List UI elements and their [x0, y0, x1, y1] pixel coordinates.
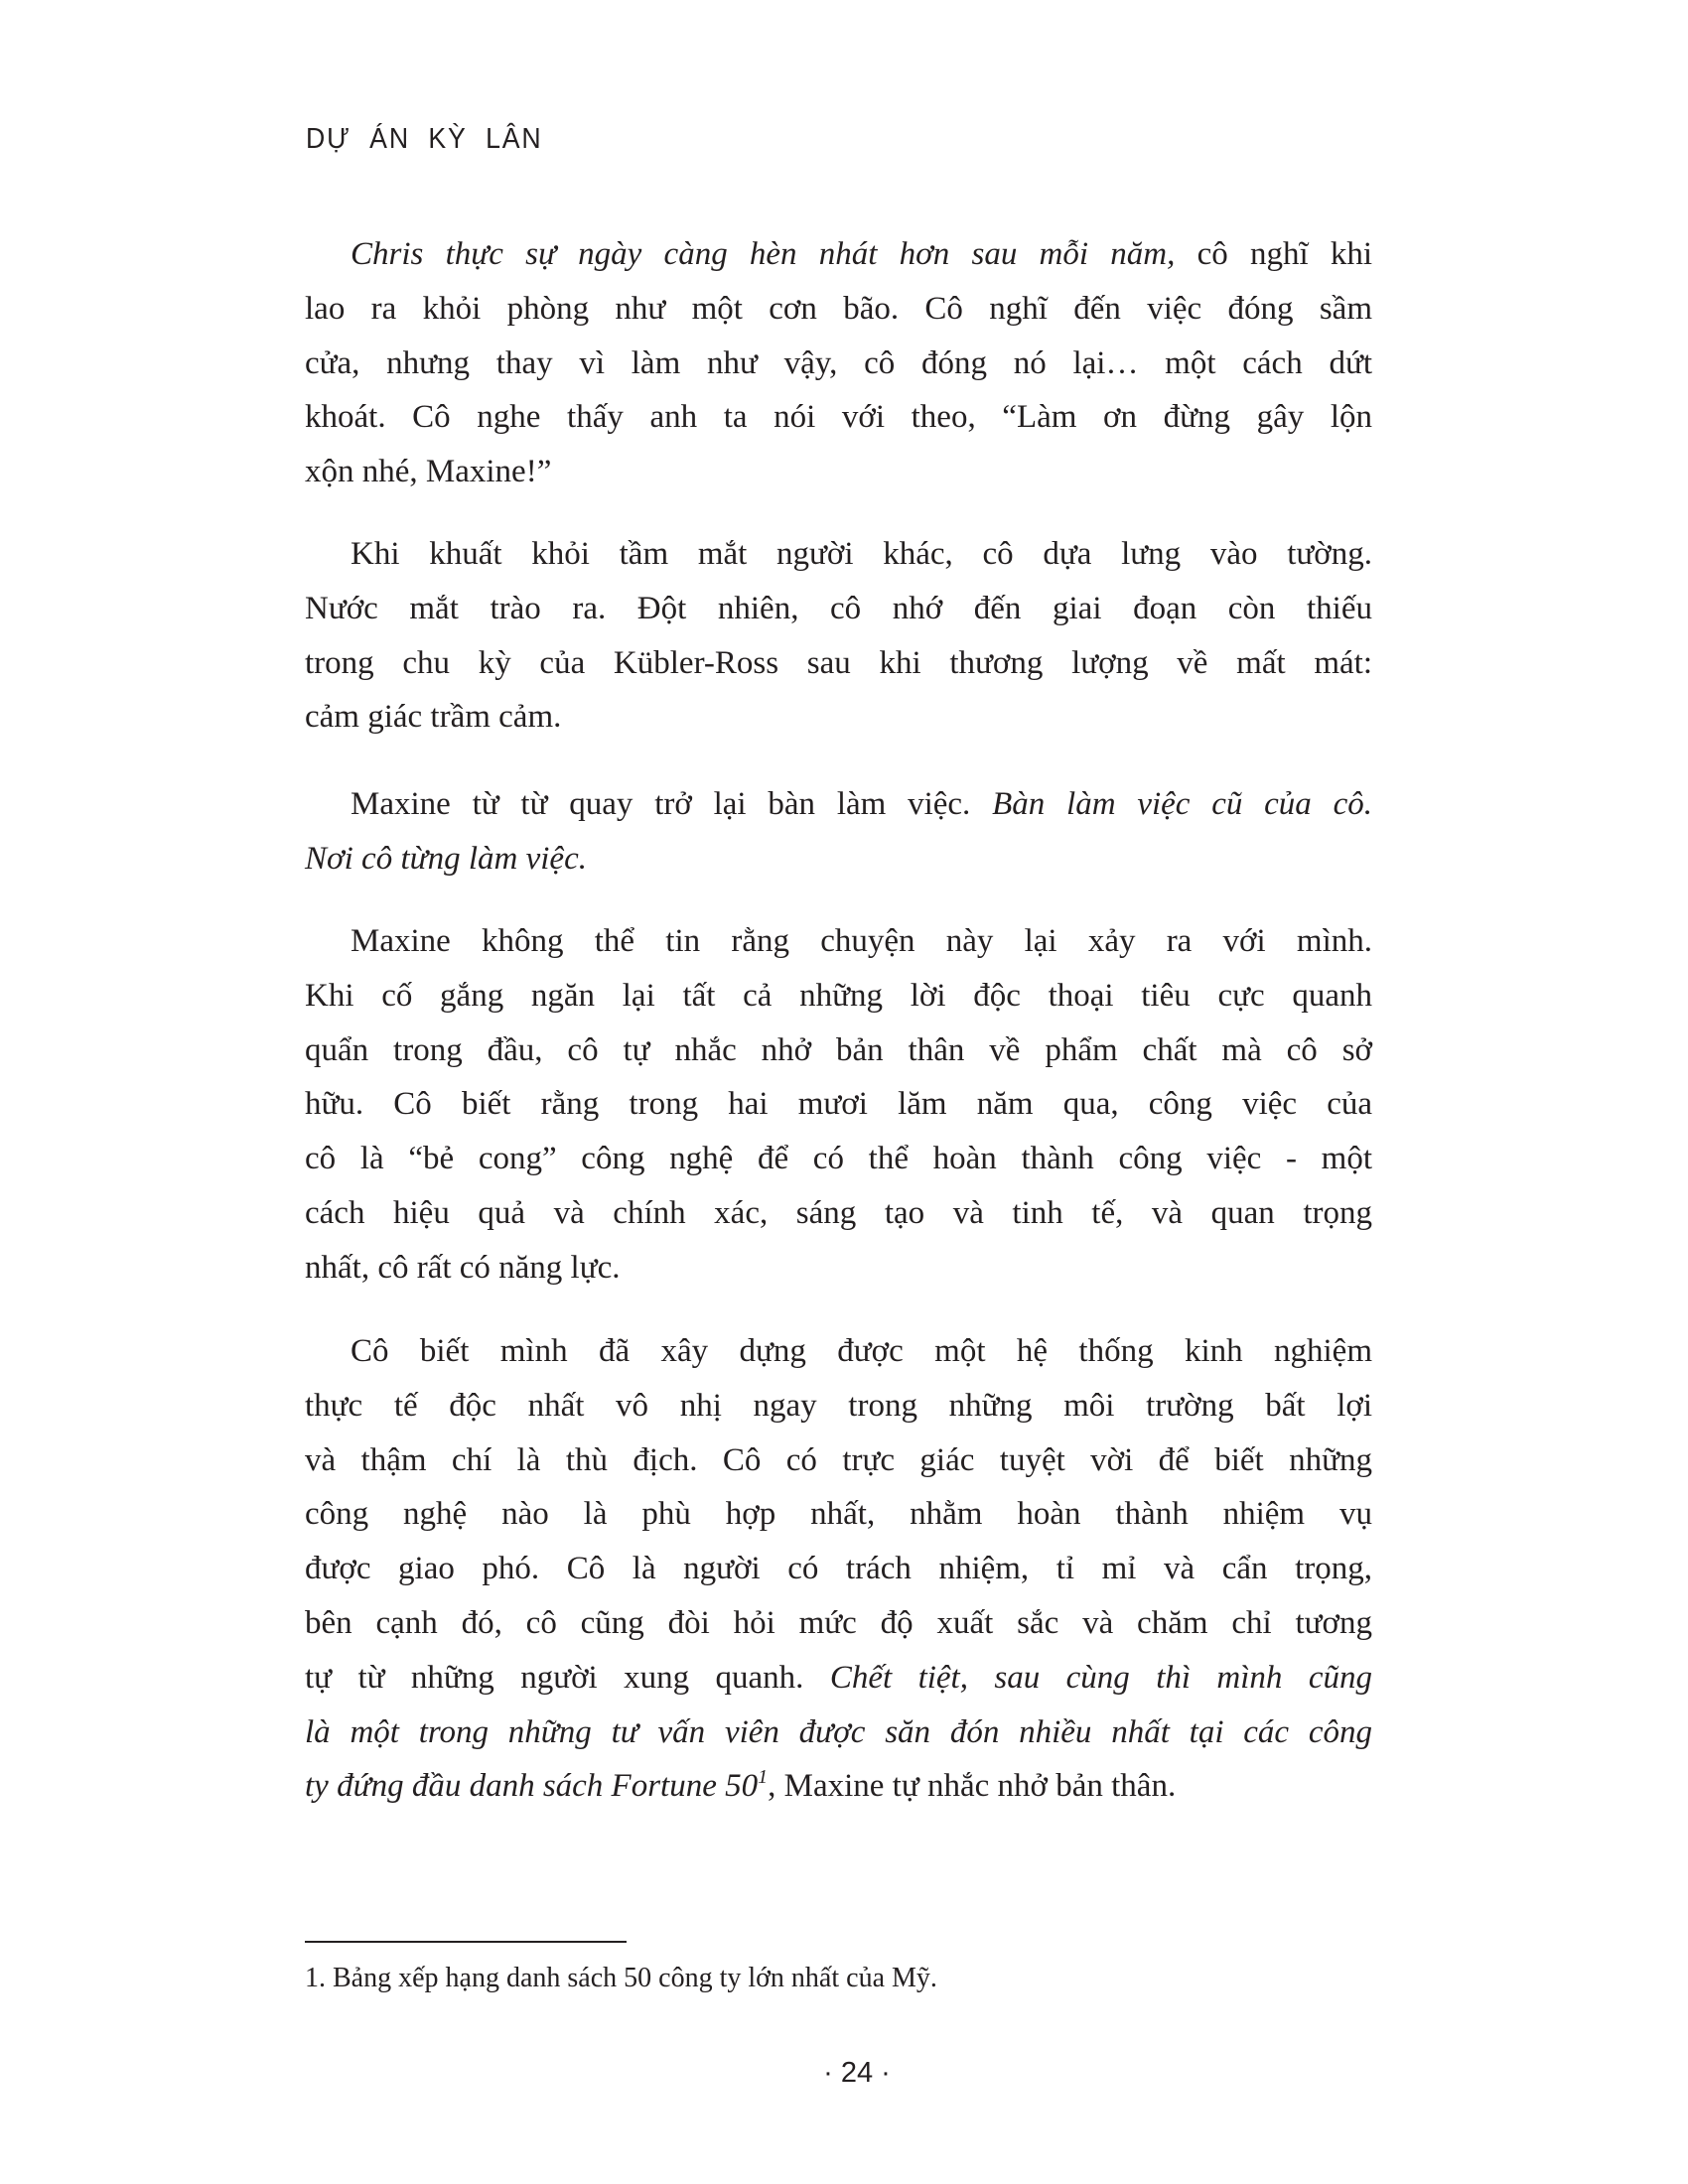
text-run: xộn nhé, Maxine!”	[305, 454, 552, 490]
text-run: Maxine từ từ quay trở lại bàn làm việc.	[351, 786, 993, 822]
text-run: Khi khuất khỏi tầm mắt người khác, cô dựa lưng vào tường.	[351, 536, 1372, 572]
text-line	[305, 1077, 1372, 1132]
text-run: lao ra khỏi phòng như một cơn bão. Cô nghĩ đến việc đóng sầm	[305, 290, 1372, 327]
italic-text: Nơi cô từng làm việc.	[305, 840, 587, 877]
text-run: tự từ những người xung quanh.	[305, 1659, 830, 1696]
italic-text: Chết tiệt, sau cùng thì mình cũng	[829, 1659, 1372, 1696]
text-run: quẩn trong đầu, cô tự nhắc nhở bản thân về phẩm chất mà cô sở	[305, 1031, 1372, 1068]
text-line	[305, 914, 1372, 969]
text-line	[305, 969, 1372, 1024]
text-line	[305, 582, 1372, 636]
italic-text: Bàn làm việc cũ của cô.	[992, 786, 1372, 822]
running-header-title: DỰ ÁN KỲ LÂN	[306, 123, 543, 155]
footnote-divider	[305, 1941, 627, 1943]
text-line	[305, 1324, 1372, 1379]
text-run: thực tế độc nhất vô nhị ngay trong những môi trường bất lợi	[305, 1387, 1372, 1424]
text-line	[305, 1241, 1372, 1296]
text-run: , Maxine tự nhắc nhở bản thân.	[768, 1768, 1177, 1805]
text-line	[305, 1706, 1372, 1760]
text-run: Maxine không thể tin rằng chuyện này lại xảy ra với mình.	[351, 923, 1372, 959]
text-line	[305, 527, 1372, 582]
paragraph-5	[305, 1324, 1372, 1814]
text-run: nhất, cô rất có năng lực.	[305, 1249, 621, 1286]
text-line	[305, 390, 1372, 445]
text-line	[305, 1542, 1372, 1596]
text-line	[305, 1487, 1372, 1542]
text-run: cảm giác trầm cảm.	[305, 699, 562, 736]
text-line	[305, 337, 1372, 391]
text-run: cô nghĩ khi	[1175, 236, 1372, 272]
text-run: cách hiệu quả và chính xác, sáng tạo và tinh tế, và quan trọng	[305, 1194, 1372, 1231]
text-run: cửa, nhưng thay vì làm như vậy, cô đóng nó lại… một cách dứt	[305, 344, 1372, 381]
text-line	[305, 636, 1372, 691]
text-run: Nước mắt trào ra. Đột nhiên, cô nhớ đến giai đoạn còn thiếu	[305, 590, 1372, 626]
text-line	[305, 1759, 1372, 1814]
text-line	[305, 777, 1372, 832]
text-run: Khi cố gắng ngăn lại tất cả những lời độc thoại tiêu cực quanh	[305, 977, 1372, 1014]
text-run: khoát. Cô nghe thấy anh ta nói với theo, “Làm ơn đừng gây lộn	[305, 399, 1372, 436]
text-run: và thậm chí là thù địch. Cô có trực giác tuyệt vời để biết những	[305, 1441, 1372, 1478]
paragraph-3	[305, 777, 1372, 887]
text-run: hữu. Cô biết rằng trong hai mươi lăm năm qua, công việc của	[305, 1086, 1372, 1123]
text-line	[305, 1596, 1372, 1651]
text-line	[305, 282, 1372, 337]
text-line	[305, 1186, 1372, 1241]
text-line	[305, 1132, 1372, 1186]
text-line	[305, 690, 1372, 745]
text-run: trong chu kỳ của Kübler-Ross sau khi thương lượng về mất mát:	[305, 644, 1372, 681]
page-number: · 24 ·	[823, 2057, 891, 2089]
text-line	[305, 1379, 1372, 1433]
footnote-reference: 1	[758, 1766, 769, 1789]
text-run: công nghệ nào là phù hợp nhất, nhằm hoàn thành nhiệm vụ	[305, 1496, 1372, 1533]
text-run: cô là “bẻ cong” công nghệ để có thể hoàn thành công việc - một	[305, 1141, 1372, 1177]
text-run: được giao phó. Cô là người có trách nhiệm, tỉ mỉ và cẩn trọng,	[305, 1551, 1372, 1587]
text-line	[305, 1024, 1372, 1078]
text-line	[305, 227, 1372, 282]
text-line	[305, 1433, 1372, 1488]
text-line	[305, 1651, 1372, 1706]
text-run: Cô biết mình đã xây dựng được một hệ thống kinh nghiệm	[351, 1333, 1372, 1369]
italic-text: là một trong những tư vấn viên được săn đón nhiều nhất tại các công	[305, 1713, 1372, 1750]
text-run: bên cạnh đó, cô cũng đòi hỏi mức độ xuất sắc và chăm chỉ tương	[305, 1604, 1372, 1641]
footnote: 1. Bảng xếp hạng danh sách 50 công ty lớn nhất của Mỹ.	[305, 1963, 937, 1993]
text-line	[305, 445, 1372, 499]
paragraph-4	[305, 914, 1372, 1296]
paragraph-1	[305, 227, 1372, 499]
paragraph-2	[305, 527, 1372, 745]
italic-text: Chris thực sự ngày càng hèn nhát hơn sau mỗi năm,	[351, 236, 1176, 272]
text-line	[305, 832, 1372, 887]
italic-text: ty đứng đầu danh sách Fortune 50	[305, 1768, 759, 1805]
